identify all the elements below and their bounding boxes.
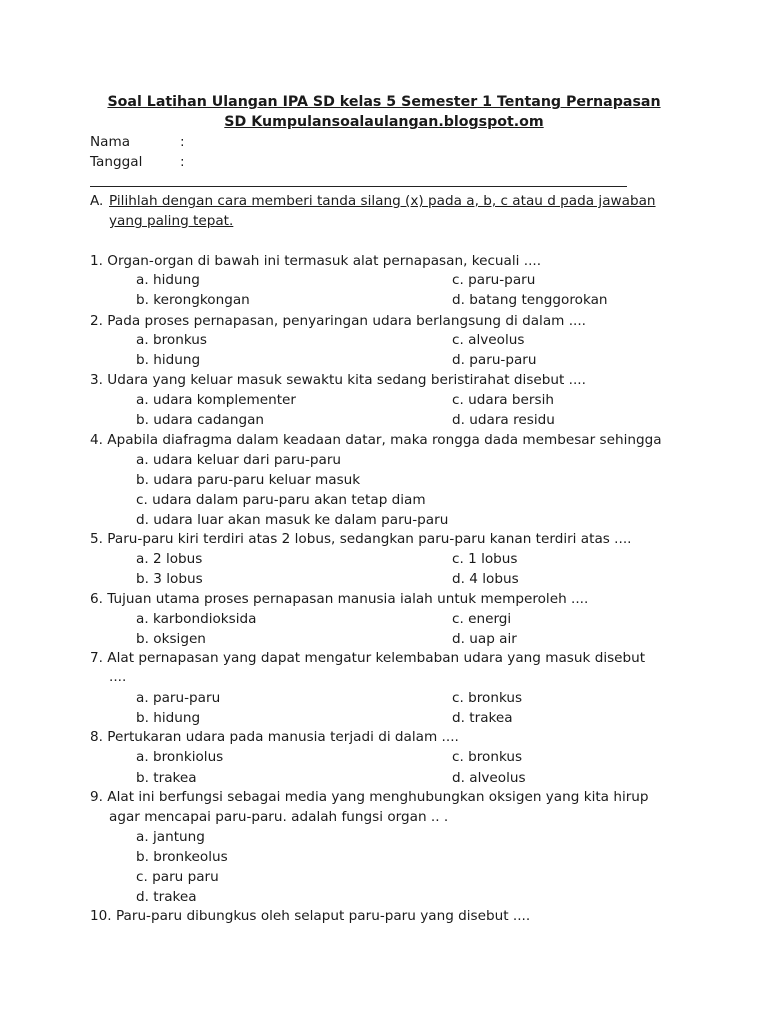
- q9-option-d: d. trakea: [136, 889, 197, 905]
- q3-option-a: a. udara komplementer: [136, 392, 297, 408]
- separator-line: [90, 186, 627, 187]
- q5-option-a: a. 2 lobus: [136, 551, 203, 567]
- q2-option-d: d. paru-paru: [452, 352, 537, 368]
- q5-option-c: c. 1 lobus: [452, 551, 518, 567]
- q8-option-c: c. bronkus: [452, 749, 523, 765]
- q1-option-c: c. paru-paru: [452, 272, 536, 288]
- instruction-line-1: Pilihlah dengan cara memberi tanda silang (x) pada a, b, c atau d pada jawaban: [109, 193, 656, 209]
- q7-option-d: d. trakea: [452, 710, 513, 726]
- q7-option-a: a. paru-paru: [136, 690, 221, 706]
- q9-option-c: c. paru paru: [136, 869, 219, 885]
- q8-option-b: b. trakea: [136, 770, 197, 786]
- q7-option-b: b. hidung: [136, 710, 201, 726]
- page-subtitle: SD Kumpulansoalaulangan.blogspot.om: [224, 114, 544, 130]
- page-title: Soal Latihan Ulangan IPA SD kelas 5 Semester 1 Tentang Pernapasan: [107, 94, 661, 110]
- q5-option-b: b. 3 lobus: [136, 571, 203, 587]
- question-10: 10. Paru-paru dibungkus oleh selaput paru-paru yang disebut ....: [90, 908, 531, 924]
- q2-option-a: a. bronkus: [136, 332, 207, 348]
- question-7: 7. Alat pernapasan yang dapat mengatur kelembaban udara yang masuk disebut: [90, 650, 646, 666]
- question-2: 2. Pada proses pernapasan, penyaringan udara berlangsung di dalam ....: [90, 313, 586, 329]
- instruction-line-2: yang paling tepat.: [109, 213, 234, 229]
- question-9-continued: agar mencapai paru-paru. adalah fungsi organ .. .: [109, 809, 449, 825]
- question-5: 5. Paru-paru kiri terdiri atas 2 lobus, sedangkan paru-paru kanan terdiri atas ....: [90, 531, 632, 547]
- date-label: Tanggal: [90, 154, 143, 170]
- q6-option-c: c. energi: [452, 611, 512, 627]
- q4-option-a: a. udara keluar dari paru-paru: [136, 452, 342, 468]
- question-8: 8. Pertukaran udara pada manusia terjadi di dalam ....: [90, 729, 459, 745]
- instruction-letter: A.: [90, 193, 104, 209]
- q1-option-d: d. batang tenggorokan: [452, 292, 608, 308]
- question-1: 1. Organ-organ di bawah ini termasuk alat pernapasan, kecuali ....: [90, 253, 542, 269]
- name-colon: :: [180, 134, 185, 150]
- q7-option-c: c. bronkus: [452, 690, 523, 706]
- q3-option-c: c. udara bersih: [452, 392, 554, 408]
- q9-option-a: a. jantung: [136, 829, 205, 845]
- q4-option-b: b. udara paru-paru keluar masuk: [136, 472, 361, 488]
- q4-option-d: d. udara luar akan masuk ke dalam paru-paru: [136, 512, 449, 528]
- q1-option-a: a. hidung: [136, 272, 200, 288]
- name-label: Nama: [90, 134, 131, 150]
- q5-option-d: d. 4 lobus: [452, 571, 519, 587]
- question-9: 9. Alat ini berfungsi sebagai media yang menghubungkan oksigen yang kita hirup: [90, 789, 649, 805]
- q1-option-b: b. kerongkongan: [136, 292, 250, 308]
- date-colon: :: [180, 154, 185, 170]
- question-6: 6. Tujuan utama proses pernapasan manusia ialah untuk memperoleh ....: [90, 591, 589, 607]
- q8-option-a: a. bronkiolus: [136, 749, 224, 765]
- question-4: 4. Apabila diafragma dalam keadaan datar, maka rongga dada membesar sehingga: [90, 432, 662, 448]
- q3-option-b: b. udara cadangan: [136, 412, 265, 428]
- q6-option-b: b. oksigen: [136, 631, 206, 647]
- q2-option-c: c. alveolus: [452, 332, 525, 348]
- question-7-continued: ....: [109, 669, 127, 685]
- question-3: 3. Udara yang keluar masuk sewaktu kita sedang beristirahat disebut ....: [90, 372, 586, 388]
- q6-option-a: a. karbondioksida: [136, 611, 257, 627]
- q4-option-c: c. udara dalam paru-paru akan tetap diam: [136, 492, 426, 508]
- q6-option-d: d. uap air: [452, 631, 517, 647]
- q9-option-b: b. bronkeolus: [136, 849, 228, 865]
- q8-option-d: d. alveolus: [452, 770, 526, 786]
- q3-option-d: d. udara residu: [452, 412, 555, 428]
- q2-option-b: b. hidung: [136, 352, 201, 368]
